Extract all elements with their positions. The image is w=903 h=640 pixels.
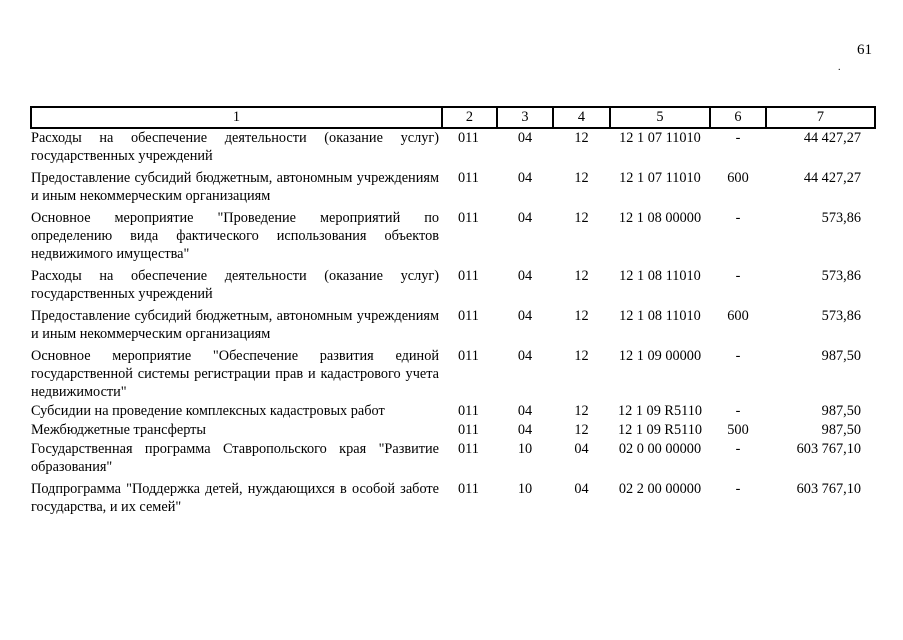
row-target-article: 12 1 07 11010	[619, 170, 701, 186]
page-number: 61	[857, 42, 872, 58]
row-section: 04	[517, 308, 533, 324]
row-expense-type: -	[735, 268, 741, 284]
row-ministry-code: 011	[458, 268, 479, 284]
row-section: 04	[517, 268, 533, 284]
row-target-article: 12 1 09 R5110	[617, 422, 703, 438]
row-amount: 987,50	[821, 348, 861, 364]
row-subsection: 12	[574, 130, 589, 146]
row-target-article: 12 1 08 00000	[618, 210, 702, 226]
table-row	[31, 402, 875, 421]
row-name: Расходы на обеспечение деятельности (оказание услуг) государственных учреждений	[31, 130, 439, 164]
table-row	[31, 128, 875, 166]
row-name: Предоставление субсидий бюджетным, автономным учреждениям и иным некоммерческим организациям	[31, 170, 439, 204]
table-row	[31, 206, 875, 264]
row-expense-type: -	[735, 441, 741, 457]
row-expense-type: 500	[727, 422, 749, 438]
row-subsection: 12	[574, 422, 589, 438]
row-section: 10	[517, 481, 533, 497]
row-subsection: 12	[574, 348, 589, 364]
row-ministry-code: 011	[458, 308, 479, 324]
row-expense-type: -	[735, 210, 741, 226]
header-col-7: 7	[766, 107, 875, 128]
row-subsection: 04	[574, 441, 589, 457]
row-name: Межбюджетные трансферты	[31, 422, 207, 438]
row-subsection: 12	[574, 403, 589, 419]
row-name: Основное мероприятие "Проведение мероприятий по определению вида фактического использования объектов недвижимого имущества"	[31, 210, 439, 262]
row-amount: 44 427,27	[803, 130, 861, 146]
row-ministry-code: 011	[458, 170, 479, 186]
row-name: Государственная программа Ставропольского края "Развитие образования"	[31, 441, 439, 475]
row-ministry-code: 011	[458, 403, 479, 419]
table-row	[31, 477, 875, 517]
row-target-article: 12 1 09 00000	[618, 348, 702, 364]
row-target-article: 02 2 00 00000	[618, 481, 702, 497]
row-section: 04	[517, 348, 533, 364]
row-name: Расходы на обеспечение деятельности (оказание услуг) государственных учреждений	[31, 268, 439, 302]
table-row	[31, 166, 875, 206]
row-target-article: 02 0 00 00000	[618, 441, 702, 457]
row-amount: 987,50	[821, 403, 861, 419]
row-target-article: 12 1 08 11010	[619, 308, 701, 324]
row-subsection: 12	[574, 268, 589, 284]
row-expense-type: -	[735, 481, 741, 497]
row-amount: 44 427,27	[803, 170, 861, 186]
header-col-6: 6	[710, 107, 766, 128]
header-row	[31, 107, 875, 128]
table-row	[31, 304, 875, 344]
row-name: Субсидии на проведение комплексных кадастровых работ	[31, 403, 385, 419]
row-section: 04	[517, 170, 533, 186]
header-col-1: 1	[31, 107, 442, 128]
row-target-article: 12 1 07 11010	[619, 130, 701, 146]
budget-table	[30, 106, 876, 517]
row-ministry-code: 011	[458, 481, 479, 497]
header-col-3: 3	[497, 107, 553, 128]
row-section: 04	[517, 403, 533, 419]
row-section: 04	[517, 130, 533, 146]
header-col-4: 4	[553, 107, 610, 128]
row-ministry-code: 011	[458, 441, 479, 457]
row-name: Предоставление субсидий бюджетным, автономным учреждениям и иным некоммерческим организациям	[31, 308, 439, 342]
row-ministry-code: 011	[458, 210, 479, 226]
header-col-2: 2	[442, 107, 497, 128]
row-subsection: 12	[574, 210, 589, 226]
row-expense-type: 600	[727, 170, 749, 186]
table-row	[31, 264, 875, 304]
page-mark: .	[838, 62, 841, 73]
row-ministry-code: 011	[458, 422, 479, 438]
row-name: Основное мероприятие "Обеспечение развития единой государственной системы регистрации прав и кадастрового учета недвижимости"	[31, 348, 439, 400]
table-row	[31, 440, 875, 477]
row-section: 04	[517, 210, 533, 226]
row-expense-type: 600	[727, 308, 749, 324]
row-amount: 573,86	[821, 308, 861, 324]
row-name: Подпрограмма "Поддержка детей, нуждающихся в особой заботе государства, и их семей"	[31, 481, 439, 515]
row-amount: 603 767,10	[796, 481, 861, 497]
row-subsection: 12	[574, 308, 589, 324]
row-expense-type: -	[735, 130, 741, 146]
row-ministry-code: 011	[458, 348, 479, 364]
row-target-article: 12 1 09 R5110	[617, 403, 703, 419]
row-ministry-code: 011	[458, 130, 479, 146]
row-section: 04	[517, 422, 533, 438]
header-col-5: 5	[610, 107, 710, 128]
row-subsection: 04	[574, 481, 589, 497]
row-amount: 573,86	[821, 210, 861, 226]
row-expense-type: -	[735, 403, 741, 419]
row-amount: 573,86	[821, 268, 861, 284]
row-expense-type: -	[735, 348, 741, 364]
row-subsection: 12	[574, 170, 589, 186]
table-row	[31, 344, 875, 402]
row-amount: 603 767,10	[796, 441, 861, 457]
row-target-article: 12 1 08 11010	[619, 268, 701, 284]
table-row	[31, 421, 875, 440]
row-amount: 987,50	[821, 422, 861, 438]
row-section: 10	[517, 441, 533, 457]
